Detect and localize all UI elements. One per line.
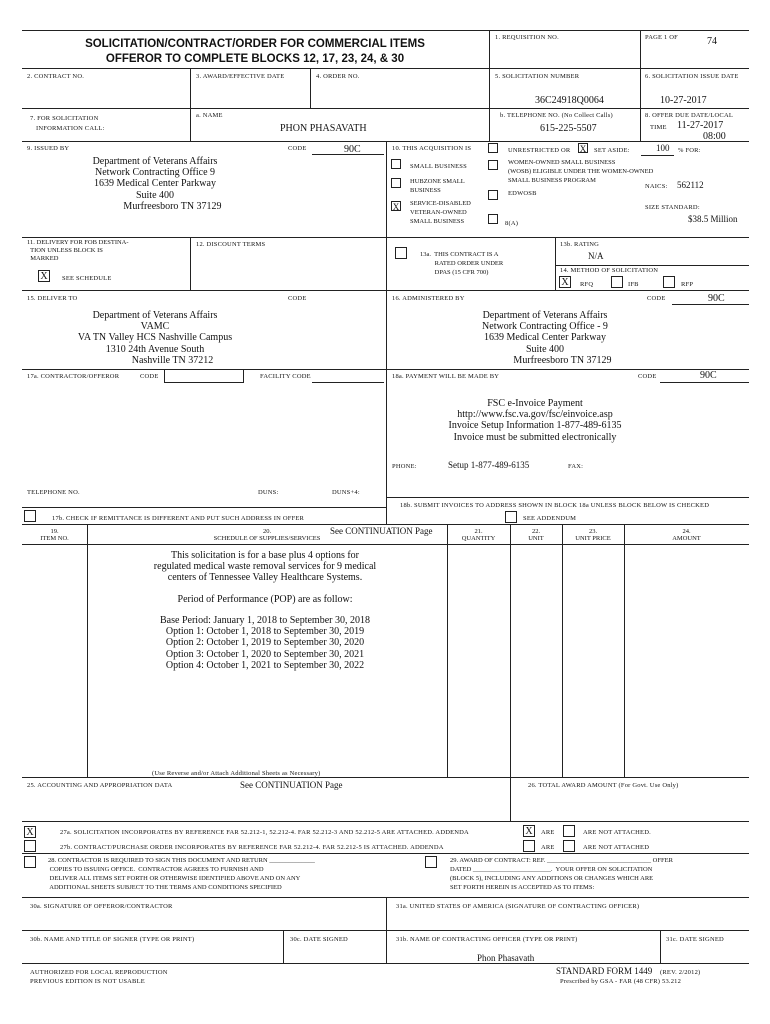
set-aside-label: SET ASIDE: [594,147,630,154]
28-text: 28. CONTRACTOR IS REQUIRED TO SIGN THIS DOCUMENT AND RETURN ______________ COPIES TO ISSUING OFFICE. CONTRACTOR AGREES TO FURNISH AND DELIVER ALL ITEMS SET FORTH OR OTHERWISE IDENTIFIED ABOVE AND ON ANY ADDITIONAL SHEETS SUBJECT TO THE TERMS AND CONDITIONS SPECIFIED [48,857,315,891]
issued-by-address: Department of Veterans Affairs Network Contracting Office 9 1639 Medical Center Parkway Suite 400 Murfreesboro TN 37129 [92,156,222,212]
col-unit-price: 23. UNIT PRICE [575,528,611,542]
col-item-no: 19. ITEM NO. [40,528,69,542]
sdvosb-checkbox[interactable]: X [392,202,400,212]
offer-due-time: 08:00 [703,131,726,142]
contracting-officer-name: Phon Phasavath [477,953,535,963]
discount-terms-label: 12. DISCOUNT TERMS [196,241,266,248]
submit-invoice-label: 18b. SUBMIT INVOICES TO ADDRESS SHOWN IN BLOCK 18a UNLESS BLOCK BELOW IS CHECKED [400,502,710,509]
29-checkbox[interactable] [425,856,437,868]
rated-order-label: 13a. THIS CONTRACT IS A RATED ORDER UNDER DPAS (15 CFR 700) [420,251,504,276]
requisition-label: 1. REQUISITION NO. [495,34,559,41]
contractor-telephone-label: TELEPHONE NO. [27,489,80,496]
naics-label: NAICS: [645,183,668,190]
deliver-to-label: 15. DELIVER TO [27,295,78,302]
size-standard: $38.5 Million [688,214,738,224]
28-checkbox[interactable] [24,856,36,868]
27a-not-attached-checkbox[interactable] [563,825,575,837]
col-unit: 22. UNIT [528,528,544,542]
fob-checkbox[interactable]: X [38,270,50,282]
payment-phone: Setup 1-877-489-6135 [448,460,530,470]
pop-periods: Base Period: January 1, 2018 to September 30, 2018 Option 1: October 1, 2018 to September 30, 2019 Option 2: October 1, 2019 to September 30, 2020 Option 3: October 1, 2020 to September 30, 2021 Option 4: October 1, 2021 to September 30, 2022 [160,615,370,671]
total-award-label: 26. TOTAL AWARD AMOUNT (For Govt. Use Only) [528,782,679,789]
small-business-checkbox[interactable] [391,159,401,169]
naics-code: 562112 [677,180,704,190]
footer-revision: (REV. 2/2012) [660,969,701,976]
addendum-checkbox[interactable] [505,511,517,523]
31b-label: 31b. NAME OF CONTRACTING OFFICER (TYPE OR PRINT) [396,936,578,943]
rfq-label: RFQ [580,281,594,288]
set-aside-checkbox[interactable]: X [579,144,587,154]
time-label: TIME [650,124,667,131]
eight-a-checkbox[interactable] [488,214,498,224]
27b-text: 27b. CONTRACT/PURCHASE ORDER INCORPORATES BY REFERENCE FAR 52.212-4. FAR 52.212-5 IS ATTACHED. ADDENDA [60,844,444,851]
order-no-label: 4. ORDER NO. [316,73,360,80]
contractor-code-label: CODE [140,373,159,380]
deliver-to-address: Department of Veterans Affairs VAMC VA TN Valley HCS Nashville Campus 1310 24th Avenue South Nashville TN 37212 [77,310,233,366]
small-business-label: SMALL BUSINESS [410,163,467,170]
payment-address: FSC e-Invoice Payment http://www.fsc.va.gov/fsc/einvoice.asp Invoice Setup Information 1-877-489-6135 Invoice must be submitted electronically [448,398,622,443]
edwosb-label: EDWOSB [508,190,537,197]
administered-code: 90C [708,293,725,304]
27b-not-attached-label: ARE NOT ATTACHED [583,844,650,851]
page-total: 74 [707,36,717,47]
27b-are-checkbox[interactable] [523,840,535,852]
rfp-label: RFP [681,281,694,288]
30c-label: 30c. DATE SIGNED [290,936,348,943]
contact-name: PHON PHASAVATH [280,123,367,134]
footer-prescribed: Prescribed by GSA - FAR (48 CFR) 53.212 [560,978,682,985]
footer-authorized: AUTHORIZED FOR LOCAL REPRODUCTION [30,969,168,976]
remittance-checkbox[interactable] [24,510,36,522]
27b-checkbox[interactable] [24,840,36,852]
31c-label: 31c. DATE SIGNED [666,936,724,943]
remittance-label: 17b. CHECK IF REMITTANCE IS DIFFERENT AND PUT SUCH ADDRESS IN OFFER [52,515,305,522]
reverse-note: (Use Reverse and/or Attach Additional Sheets as Necessary) [152,770,321,777]
payment-fax-label: FAX: [568,463,584,470]
eight-a-label: 8(A) [505,220,519,227]
award-date-label: 3. AWARD/EFFECTIVE DATE [196,73,285,80]
payment-code: 90C [700,370,717,381]
issue-date-label: 6. SOLICITATION ISSUE DATE [645,73,739,80]
unrestricted-checkbox[interactable] [488,143,498,153]
issued-by-label: 9. ISSUED BY [27,145,70,152]
27a-are-checkbox[interactable]: X [523,825,535,837]
issued-code: 90C [344,144,361,155]
footer-previous: PREVIOUS EDITION IS NOT USABLE [30,978,145,985]
administered-code-label: CODE [647,295,666,302]
footer-form-number: STANDARD FORM 1449 [556,966,653,976]
page-label: PAGE 1 OF [645,34,678,41]
payment-label: 18a. PAYMENT WILL BE MADE BY [392,373,500,380]
rating-value: N/A [588,251,604,261]
phone-label: b. TELEPHONE NO. (No Collect Calls) [500,112,613,119]
solicitation-number-label: 5. SOLICITATION NUMBER [495,73,580,80]
payment-code-label: CODE [638,373,657,380]
name-label: a. NAME [196,112,223,119]
issued-code-label: CODE [288,145,307,152]
hubzone-checkbox[interactable] [391,178,401,188]
administered-by-address: Department of Veterans Affairs Network Contracting Office - 9 1639 Medical Center Parkway Suite 400 Murfreesboro TN 37129 [482,310,612,366]
info-call-label: 7. FOR SOLICITATION [30,115,99,122]
acquisition-label: 10. THIS ACQUISITION IS [392,145,472,152]
rating-label: 13b. RATING [560,241,600,248]
form-title: SOLICITATION/CONTRACT/ORDER FOR COMMERCIAL ITEMS [85,38,425,50]
27a-text: 27a. SOLICITATION INCORPORATES BY REFERENCE FAR 52.212-1, 52.212-4. FAR 52.212-3 AND 52.212-5 ARE ATTACHED. ADDENDA [60,829,469,836]
schedule-description: This solicitation is for a base plus 4 options for regulated medical waste removal services for 9 medical centers of Tennessee Valley Healthcare Systems. [153,550,377,584]
31a-label: 31a. UNITED STATES OF AMERICA (SIGNATURE OF CONTRACTING OFFICER) [396,903,640,910]
ifb-label: IFB [628,281,639,288]
facility-code-label: FACILITY CODE [260,373,311,380]
info-call-label-2: INFORMATION CALL: [36,125,105,132]
accounting-label: 25. ACCOUNTING AND APPROPRIATION DATA [27,782,173,789]
issue-date: 10-27-2017 [660,95,707,106]
wosb-checkbox[interactable] [488,160,498,170]
offer-due-label: 8. OFFER DUE DATE/LOCAL [645,112,734,119]
method-label: 14. METHOD OF SOLICITATION [560,267,659,274]
schedule-continuation: See CONTINUATION Page [330,526,433,536]
offer-due-date: 11-27-2017 [677,120,724,131]
27a-checkbox[interactable]: X [24,826,36,838]
set-aside-percent: 100 [656,143,670,153]
col-amount: 24. AMOUNT [672,528,701,542]
hubzone-label: HUBZONE SMALL BUSINESS [410,178,465,194]
30a-label: 30a. SIGNATURE OF OFFEROR/CONTRACTOR [30,903,173,910]
see-schedule-label: SEE SCHEDULE [62,275,112,282]
percent-for-label: % FOR: [678,147,701,154]
col-schedule: 20. SCHEDULE OF SUPPLIES/SERVICES [213,528,321,542]
contractor-label: 17a. CONTRACTOR/OFFEROR [27,373,120,380]
duns-label: DUNS: [258,489,279,496]
27a-not-attached-label: ARE NOT ATTACHED. [583,829,651,836]
rfp-checkbox[interactable] [663,276,675,288]
pop-heading: Period of Performance (POP) are as follow: [177,594,353,605]
size-standard-label: SIZE STANDARD: [645,204,700,211]
27b-are-label: ARE [541,844,555,851]
rfq-checkbox[interactable]: X [559,276,571,288]
solicitation-number: 36C24918Q0064 [535,95,604,106]
wosb-label: WOMEN-OWNED SMALL BUSINESS (WOSB) ELIGIBLE UNDER THE WOMEN-OWNED SMALL BUSINESS PROGRAM [508,159,654,184]
edwosb-checkbox[interactable] [488,190,498,200]
col-quantity: 21. QUANTITY [461,528,496,542]
accounting-value: See CONTINUATION Page [240,780,343,790]
duns4-label: DUNS+4: [332,489,360,496]
payment-phone-label: PHONE: [392,463,417,470]
30b-label: 30b. NAME AND TITLE OF SIGNER (TYPE OR PRINT) [30,936,195,943]
contact-phone: 615-225-5507 [540,123,597,134]
27a-are-label: ARE [541,829,555,836]
administered-by-label: 16. ADMINISTERED BY [392,295,465,302]
form-subtitle: OFFEROR TO COMPLETE BLOCKS 12, 17, 23, 24, & 30 [105,53,405,65]
fob-label: 11. DELIVERY FOR FOB DESTINA- TION UNLESS BLOCK IS MARKED [27,239,129,262]
addendum-label: SEE ADDENDUM [523,515,577,522]
ifb-checkbox[interactable] [611,276,623,288]
sdvosb-label: SERVICE-DISABLED VETERAN-OWNED SMALL BUSINESS [410,200,471,225]
rated-order-checkbox[interactable] [395,247,407,259]
unrestricted-label: UNRESTRICTED OR [508,147,571,154]
27b-not-attached-checkbox[interactable] [563,840,575,852]
29-text: 29. AWARD OF CONTRACT: REF. ________________________________ OFFER DATED ________________________. YOUR OFFER ON SOLICITATION (BLOCK 5), INCLUDING ANY ADDITIONS OR CHANGES WHICH ARE SET FORTH HEREIN IS ACCEPTED AS TO ITEMS: [450,857,673,891]
deliver-code-label: CODE [288,295,307,302]
contract-no-label: 2. CONTRACT NO. [27,73,85,80]
